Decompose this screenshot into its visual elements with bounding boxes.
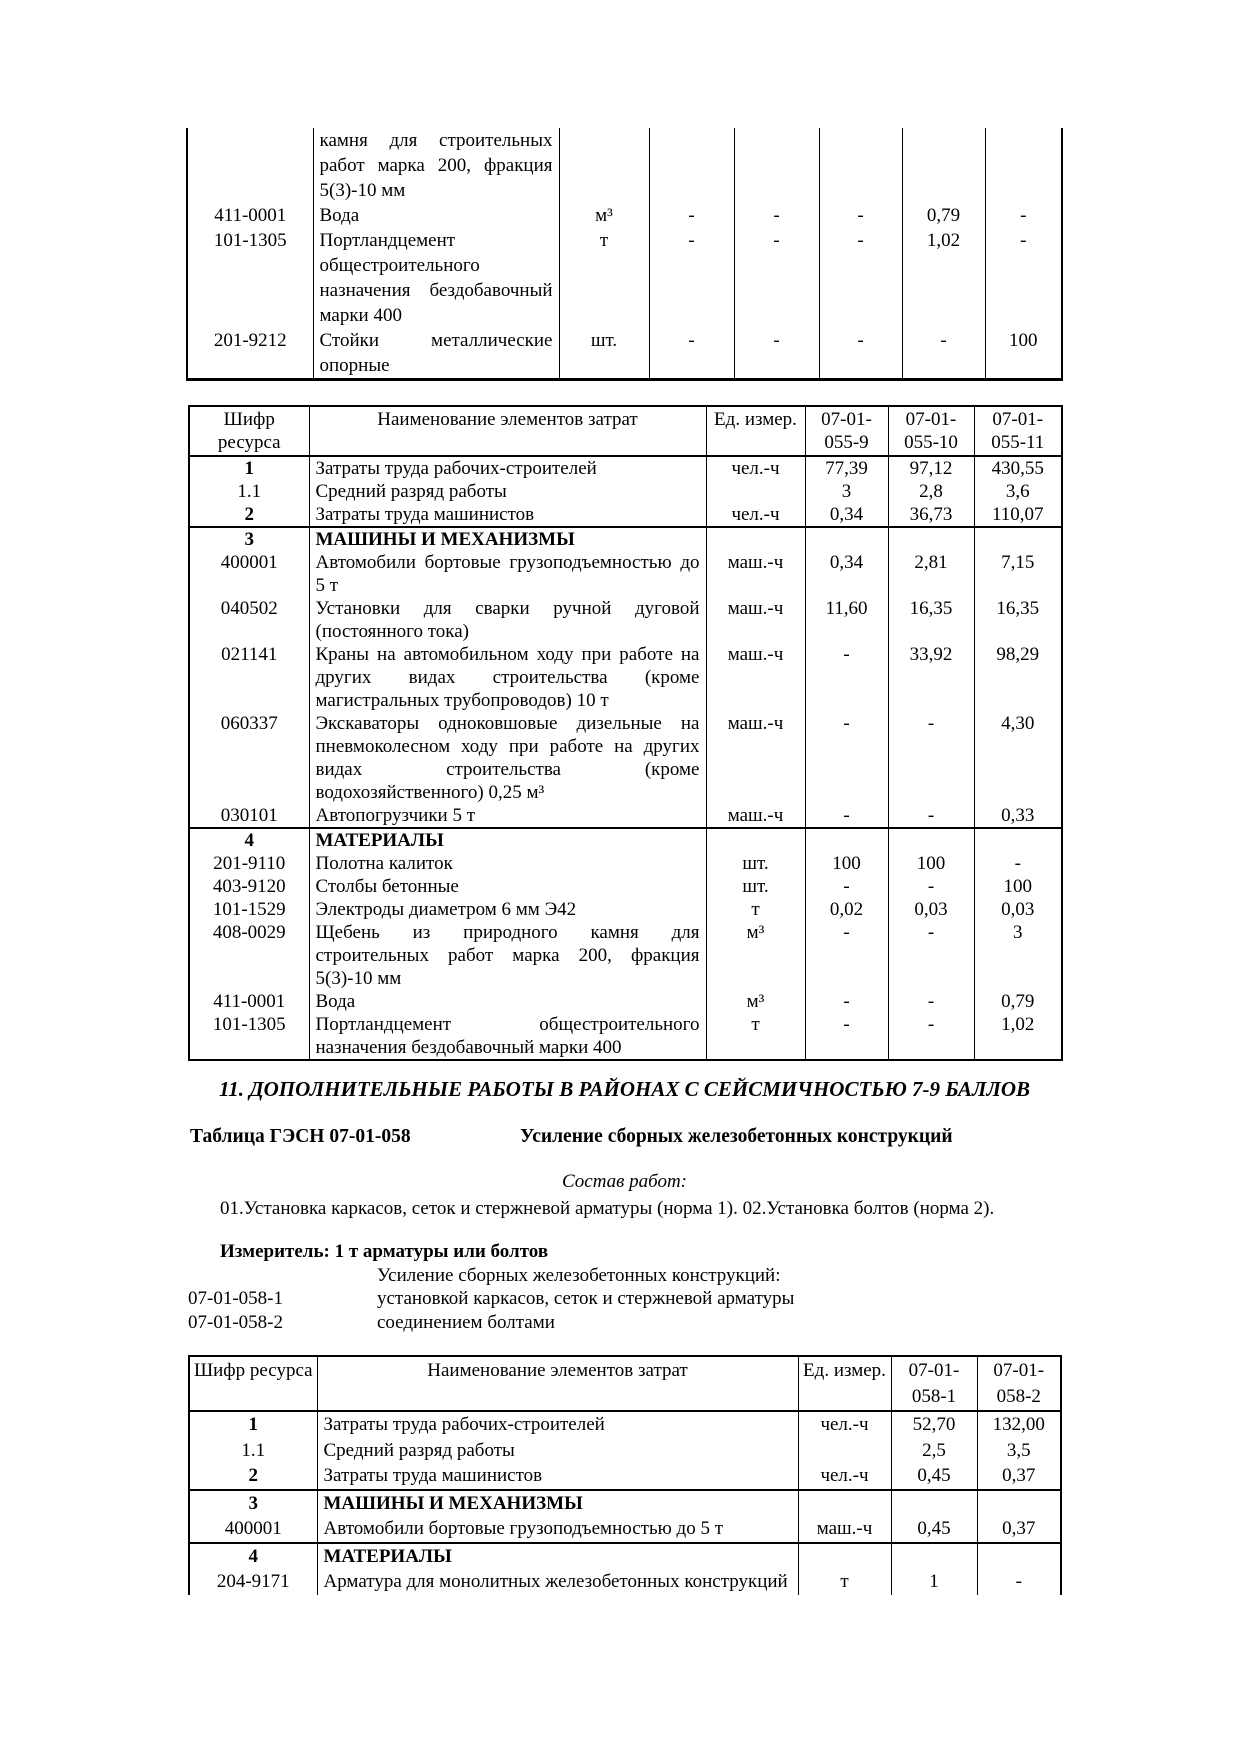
value-cell: 16,35 bbox=[888, 597, 974, 643]
table-body bbox=[189, 456, 1062, 1060]
value-cell: - bbox=[974, 852, 1062, 875]
code-cell: 1.1 bbox=[189, 1438, 317, 1464]
header-norm-code: 07-01-058-1 bbox=[891, 1356, 977, 1411]
table-row bbox=[189, 597, 1062, 643]
table-caption-label: Таблица ГЭСН 07-01-058 bbox=[190, 1126, 411, 1147]
value-cell: - bbox=[649, 203, 734, 228]
work-composition-text: 01.Установка каркасов, сеток и стержневой арматуры (норма 1). 02.Установка болтов (норма 2). bbox=[220, 1198, 995, 1219]
value-cell: 100 bbox=[974, 875, 1062, 898]
value-cell: - bbox=[734, 203, 819, 228]
unit-cell bbox=[706, 480, 805, 503]
value-cell: 77,39 bbox=[805, 456, 888, 480]
value-cell: 0,37 bbox=[977, 1516, 1061, 1543]
code-cell bbox=[187, 128, 313, 203]
value-cell: - bbox=[888, 804, 974, 828]
gesn-055-cost-table bbox=[188, 405, 1063, 1061]
header-norm-code: 07-01-055-11 bbox=[974, 406, 1062, 456]
unit-cell bbox=[798, 1438, 891, 1464]
unit-cell: шт. bbox=[559, 328, 649, 380]
header-unit: Ед. измер. bbox=[798, 1356, 891, 1411]
name-cell: Вода bbox=[313, 203, 559, 228]
name-cell: Средний разряд работы bbox=[309, 480, 706, 503]
unit-cell: маш.-ч bbox=[706, 804, 805, 828]
code-cell: 201-9110 bbox=[189, 852, 309, 875]
value-cell bbox=[888, 527, 974, 551]
norm-variant-code: 07-01-058-1 bbox=[188, 1288, 283, 1309]
value-cell: - bbox=[649, 328, 734, 380]
section-heading: 11. ДОПОЛНИТЕЛЬНЫЕ РАБОТЫ В РАЙОНАХ С СЕЙСМИЧНОСТЬЮ 7-9 БАЛЛОВ bbox=[218, 1077, 1031, 1101]
name-cell: Средний разряд работы bbox=[317, 1438, 798, 1464]
unit-cell: т bbox=[559, 228, 649, 328]
code-cell: 3 bbox=[189, 1490, 317, 1517]
value-cell: - bbox=[888, 921, 974, 990]
name-cell: Краны на автомобильном ходу при работе на других видах строительства (кроме магистральных трубопроводов) 10 т bbox=[309, 643, 706, 712]
value-cell: 1,02 bbox=[902, 228, 985, 328]
header-resource-code: Шифр ресурса bbox=[189, 1356, 317, 1411]
value-cell: 0,33 bbox=[974, 804, 1062, 828]
name-cell: Установки для сварки ручной дуговой (постоянного тока) bbox=[309, 597, 706, 643]
value-cell bbox=[888, 828, 974, 852]
code-cell: 021141 bbox=[189, 643, 309, 712]
code-cell: 2 bbox=[189, 1463, 317, 1490]
header-norm-code: 07-01-058-2 bbox=[977, 1356, 1061, 1411]
value-cell: - bbox=[977, 1569, 1061, 1595]
name-cell: Вода bbox=[309, 990, 706, 1013]
name-cell: камня для строительных работ марка 200, фракция 5(3)-10 мм bbox=[313, 128, 559, 203]
name-cell: МАШИНЫ И МЕХАНИЗМЫ bbox=[309, 527, 706, 551]
table-body bbox=[189, 1411, 1061, 1595]
name-cell: Затраты труда машинистов bbox=[309, 503, 706, 527]
value-cell: 33,92 bbox=[888, 643, 974, 712]
value-cell: 0,03 bbox=[974, 898, 1062, 921]
value-cell bbox=[974, 527, 1062, 551]
table-row bbox=[189, 1516, 1061, 1543]
value-cell: - bbox=[819, 203, 902, 228]
value-cell bbox=[805, 828, 888, 852]
unit-cell: шт. bbox=[706, 852, 805, 875]
value-cell: - bbox=[649, 228, 734, 328]
measure-unit-label: Измеритель: 1 т арматуры или болтов bbox=[220, 1241, 549, 1262]
value-cell bbox=[977, 1490, 1061, 1517]
table-row bbox=[189, 1438, 1061, 1464]
value-cell: 0,02 bbox=[805, 898, 888, 921]
value-cell: - bbox=[805, 804, 888, 828]
norm-variant-row bbox=[188, 1311, 1061, 1335]
value-cell: 1,02 bbox=[974, 1013, 1062, 1060]
value-cell: - bbox=[888, 712, 974, 804]
value-cell bbox=[902, 128, 985, 203]
table-row bbox=[187, 328, 1062, 380]
unit-cell: м³ bbox=[706, 990, 805, 1013]
unit-cell: т bbox=[798, 1569, 891, 1595]
name-cell: Арматура для монолитных железобетонных конструкций bbox=[317, 1569, 798, 1595]
table-body bbox=[187, 128, 1062, 380]
value-cell: - bbox=[805, 875, 888, 898]
code-cell: 101-1305 bbox=[187, 228, 313, 328]
table-row bbox=[187, 128, 1062, 203]
name-cell: МАТЕРИАЛЫ bbox=[317, 1543, 798, 1570]
code-cell: 040502 bbox=[189, 597, 309, 643]
name-cell: Экскаваторы одноковшовые дизельные на пневмоколесном ходу при работе на других видах строительства (кроме водохозяйственного) 0,25 м³ bbox=[309, 712, 706, 804]
code-cell: 1 bbox=[189, 1411, 317, 1438]
value-cell: - bbox=[805, 1013, 888, 1060]
value-cell: 3 bbox=[805, 480, 888, 503]
code-cell: 060337 bbox=[189, 712, 309, 804]
unit-cell bbox=[798, 1490, 891, 1517]
table-row bbox=[189, 1411, 1061, 1438]
measure-block bbox=[188, 1240, 1061, 1334]
table-row bbox=[189, 921, 1062, 990]
unit-cell bbox=[559, 128, 649, 203]
table-row bbox=[187, 228, 1062, 328]
table-row bbox=[189, 852, 1062, 875]
value-cell: 0,34 bbox=[805, 551, 888, 597]
unit-cell bbox=[706, 527, 805, 551]
table-row bbox=[189, 503, 1062, 527]
header-norm-code: 07-01-055-9 bbox=[805, 406, 888, 456]
code-cell: 030101 bbox=[189, 804, 309, 828]
section-row bbox=[189, 527, 1062, 551]
header-norm-code: 07-01-055-10 bbox=[888, 406, 974, 456]
table-row bbox=[189, 1569, 1061, 1595]
value-cell: 1 bbox=[891, 1569, 977, 1595]
table-row bbox=[189, 1463, 1061, 1490]
table-row bbox=[189, 898, 1062, 921]
value-cell: 7,15 bbox=[974, 551, 1062, 597]
code-cell: 4 bbox=[189, 828, 309, 852]
page-content bbox=[188, 0, 1061, 1755]
code-cell: 411-0001 bbox=[187, 203, 313, 228]
code-cell: 403-9120 bbox=[189, 875, 309, 898]
value-cell: - bbox=[819, 328, 902, 380]
value-cell: - bbox=[819, 228, 902, 328]
code-cell: 1.1 bbox=[189, 480, 309, 503]
value-cell: 36,73 bbox=[888, 503, 974, 527]
work-composition-label: Состав работ: bbox=[561, 1171, 688, 1192]
section-row bbox=[189, 1490, 1061, 1517]
code-cell: 400001 bbox=[189, 1516, 317, 1543]
unit-cell: т bbox=[706, 1013, 805, 1060]
code-cell: 204-9171 bbox=[189, 1569, 317, 1595]
unit-cell: маш.-ч bbox=[706, 643, 805, 712]
code-cell: 408-0029 bbox=[189, 921, 309, 990]
value-cell: - bbox=[985, 228, 1062, 328]
table-row bbox=[189, 712, 1062, 804]
table-row bbox=[189, 804, 1062, 828]
value-cell: 3,6 bbox=[974, 480, 1062, 503]
table-row bbox=[189, 875, 1062, 898]
header-cost-element-name: Наименование элементов затрат bbox=[317, 1356, 798, 1411]
value-cell bbox=[819, 128, 902, 203]
value-cell: - bbox=[888, 1013, 974, 1060]
name-cell: МАТЕРИАЛЫ bbox=[309, 828, 706, 852]
value-cell: 430,55 bbox=[974, 456, 1062, 480]
name-cell: Затраты труда рабочих-строителей bbox=[309, 456, 706, 480]
value-cell: - bbox=[805, 712, 888, 804]
value-cell bbox=[891, 1490, 977, 1517]
header-unit: Ед. измер. bbox=[706, 406, 805, 456]
value-cell: 3,5 bbox=[977, 1438, 1061, 1464]
value-cell: - bbox=[888, 990, 974, 1013]
value-cell: 0,34 bbox=[805, 503, 888, 527]
unit-cell: шт. bbox=[706, 875, 805, 898]
table-row bbox=[187, 203, 1062, 228]
value-cell: 0,45 bbox=[891, 1463, 977, 1490]
unit-cell: м³ bbox=[559, 203, 649, 228]
name-cell: МАШИНЫ И МЕХАНИЗМЫ bbox=[317, 1490, 798, 1517]
name-cell: Затраты труда рабочих-строителей bbox=[317, 1411, 798, 1438]
norm-group-title: Усиление сборных железобетонных конструкций: bbox=[377, 1264, 781, 1286]
value-cell: 0,79 bbox=[902, 203, 985, 228]
code-cell: 411-0001 bbox=[189, 990, 309, 1013]
name-cell: Автомобили бортовые грузоподъемностью до 5 т bbox=[309, 551, 706, 597]
gesn-055-continued-table bbox=[186, 128, 1063, 381]
name-cell: Стойки металлические опорные bbox=[313, 328, 559, 380]
value-cell: - bbox=[734, 328, 819, 380]
section-row bbox=[189, 1543, 1061, 1570]
table-row bbox=[189, 990, 1062, 1013]
unit-cell: чел.-ч bbox=[798, 1411, 891, 1438]
code-cell: 101-1305 bbox=[189, 1013, 309, 1060]
unit-cell bbox=[706, 828, 805, 852]
unit-cell: чел.-ч bbox=[706, 456, 805, 480]
unit-cell: маш.-ч bbox=[706, 551, 805, 597]
value-cell: 3 bbox=[974, 921, 1062, 990]
value-cell: 2,81 bbox=[888, 551, 974, 597]
norm-variant-row bbox=[188, 1287, 1061, 1311]
table-caption-title: Усиление сборных железобетонных конструкций bbox=[520, 1126, 953, 1147]
value-cell: 0,03 bbox=[888, 898, 974, 921]
value-cell: 0,79 bbox=[974, 990, 1062, 1013]
value-cell: - bbox=[805, 990, 888, 1013]
name-cell: Портландцемент общестроительного назначения бездобавочный марки 400 bbox=[309, 1013, 706, 1060]
code-cell: 400001 bbox=[189, 551, 309, 597]
unit-cell: маш.-ч bbox=[798, 1516, 891, 1543]
name-cell: Портландцемент общестроительного назначения бездобавочный марки 400 bbox=[313, 228, 559, 328]
value-cell: 4,30 bbox=[974, 712, 1062, 804]
unit-cell: м³ bbox=[706, 921, 805, 990]
value-cell: 2,8 bbox=[888, 480, 974, 503]
value-cell: 100 bbox=[985, 328, 1062, 380]
value-cell bbox=[977, 1543, 1061, 1570]
unit-cell bbox=[798, 1543, 891, 1570]
unit-cell: т bbox=[706, 898, 805, 921]
name-cell: Затраты труда машинистов bbox=[317, 1463, 798, 1490]
unit-cell: маш.-ч bbox=[706, 597, 805, 643]
gesn-058-cost-table bbox=[188, 1355, 1062, 1595]
value-cell: - bbox=[985, 203, 1062, 228]
header-row bbox=[189, 406, 1062, 456]
table-row bbox=[189, 1013, 1062, 1060]
code-cell: 201-9212 bbox=[187, 328, 313, 380]
table-row bbox=[189, 643, 1062, 712]
value-cell: 11,60 bbox=[805, 597, 888, 643]
value-cell: 100 bbox=[805, 852, 888, 875]
code-cell: 2 bbox=[189, 503, 309, 527]
value-cell: 132,00 bbox=[977, 1411, 1061, 1438]
norm-variant-code: 07-01-058-2 bbox=[188, 1311, 283, 1333]
value-cell: 100 bbox=[888, 852, 974, 875]
value-cell bbox=[985, 128, 1062, 203]
table-row bbox=[189, 551, 1062, 597]
header-row bbox=[189, 1356, 1061, 1411]
value-cell: 0,45 bbox=[891, 1516, 977, 1543]
unit-cell: маш.-ч bbox=[706, 712, 805, 804]
unit-cell: чел.-ч bbox=[798, 1463, 891, 1490]
norm-variant-desc: установкой каркасов, сеток и стержневой арматуры bbox=[377, 1288, 795, 1309]
value-cell: 97,12 bbox=[888, 456, 974, 480]
code-cell: 101-1529 bbox=[189, 898, 309, 921]
value-cell: - bbox=[734, 228, 819, 328]
name-cell: Автомобили бортовые грузоподъемностью до 5 т bbox=[317, 1516, 798, 1543]
norm-variant-desc: соединением болтами bbox=[377, 1311, 555, 1333]
unit-cell: чел.-ч bbox=[706, 503, 805, 527]
value-cell bbox=[891, 1543, 977, 1570]
name-cell: Столбы бетонные bbox=[309, 875, 706, 898]
value-cell bbox=[805, 527, 888, 551]
name-cell: Полотна калиток bbox=[309, 852, 706, 875]
header-cost-element-name: Наименование элементов затрат bbox=[309, 406, 706, 456]
value-cell: - bbox=[805, 643, 888, 712]
header-resource-code: Шифр ресурса bbox=[189, 406, 309, 456]
value-cell: - bbox=[805, 921, 888, 990]
name-cell: Щебень из природного камня для строительных работ марка 200, фракция 5(3)-10 мм bbox=[309, 921, 706, 990]
value-cell: 98,29 bbox=[974, 643, 1062, 712]
code-cell: 3 bbox=[189, 527, 309, 551]
value-cell bbox=[649, 128, 734, 203]
value-cell: 52,70 bbox=[891, 1411, 977, 1438]
value-cell bbox=[974, 828, 1062, 852]
value-cell: 16,35 bbox=[974, 597, 1062, 643]
table-row bbox=[189, 480, 1062, 503]
value-cell: 2,5 bbox=[891, 1438, 977, 1464]
code-cell: 1 bbox=[189, 456, 309, 480]
value-cell: 110,07 bbox=[974, 503, 1062, 527]
name-cell: Электроды диаметром 6 мм Э42 bbox=[309, 898, 706, 921]
value-cell: - bbox=[902, 328, 985, 380]
section-row bbox=[189, 828, 1062, 852]
code-cell: 4 bbox=[189, 1543, 317, 1570]
name-cell: Автопогрузчики 5 т bbox=[309, 804, 706, 828]
value-cell: - bbox=[888, 875, 974, 898]
table-row bbox=[189, 456, 1062, 480]
value-cell: 0,37 bbox=[977, 1463, 1061, 1490]
value-cell bbox=[734, 128, 819, 203]
